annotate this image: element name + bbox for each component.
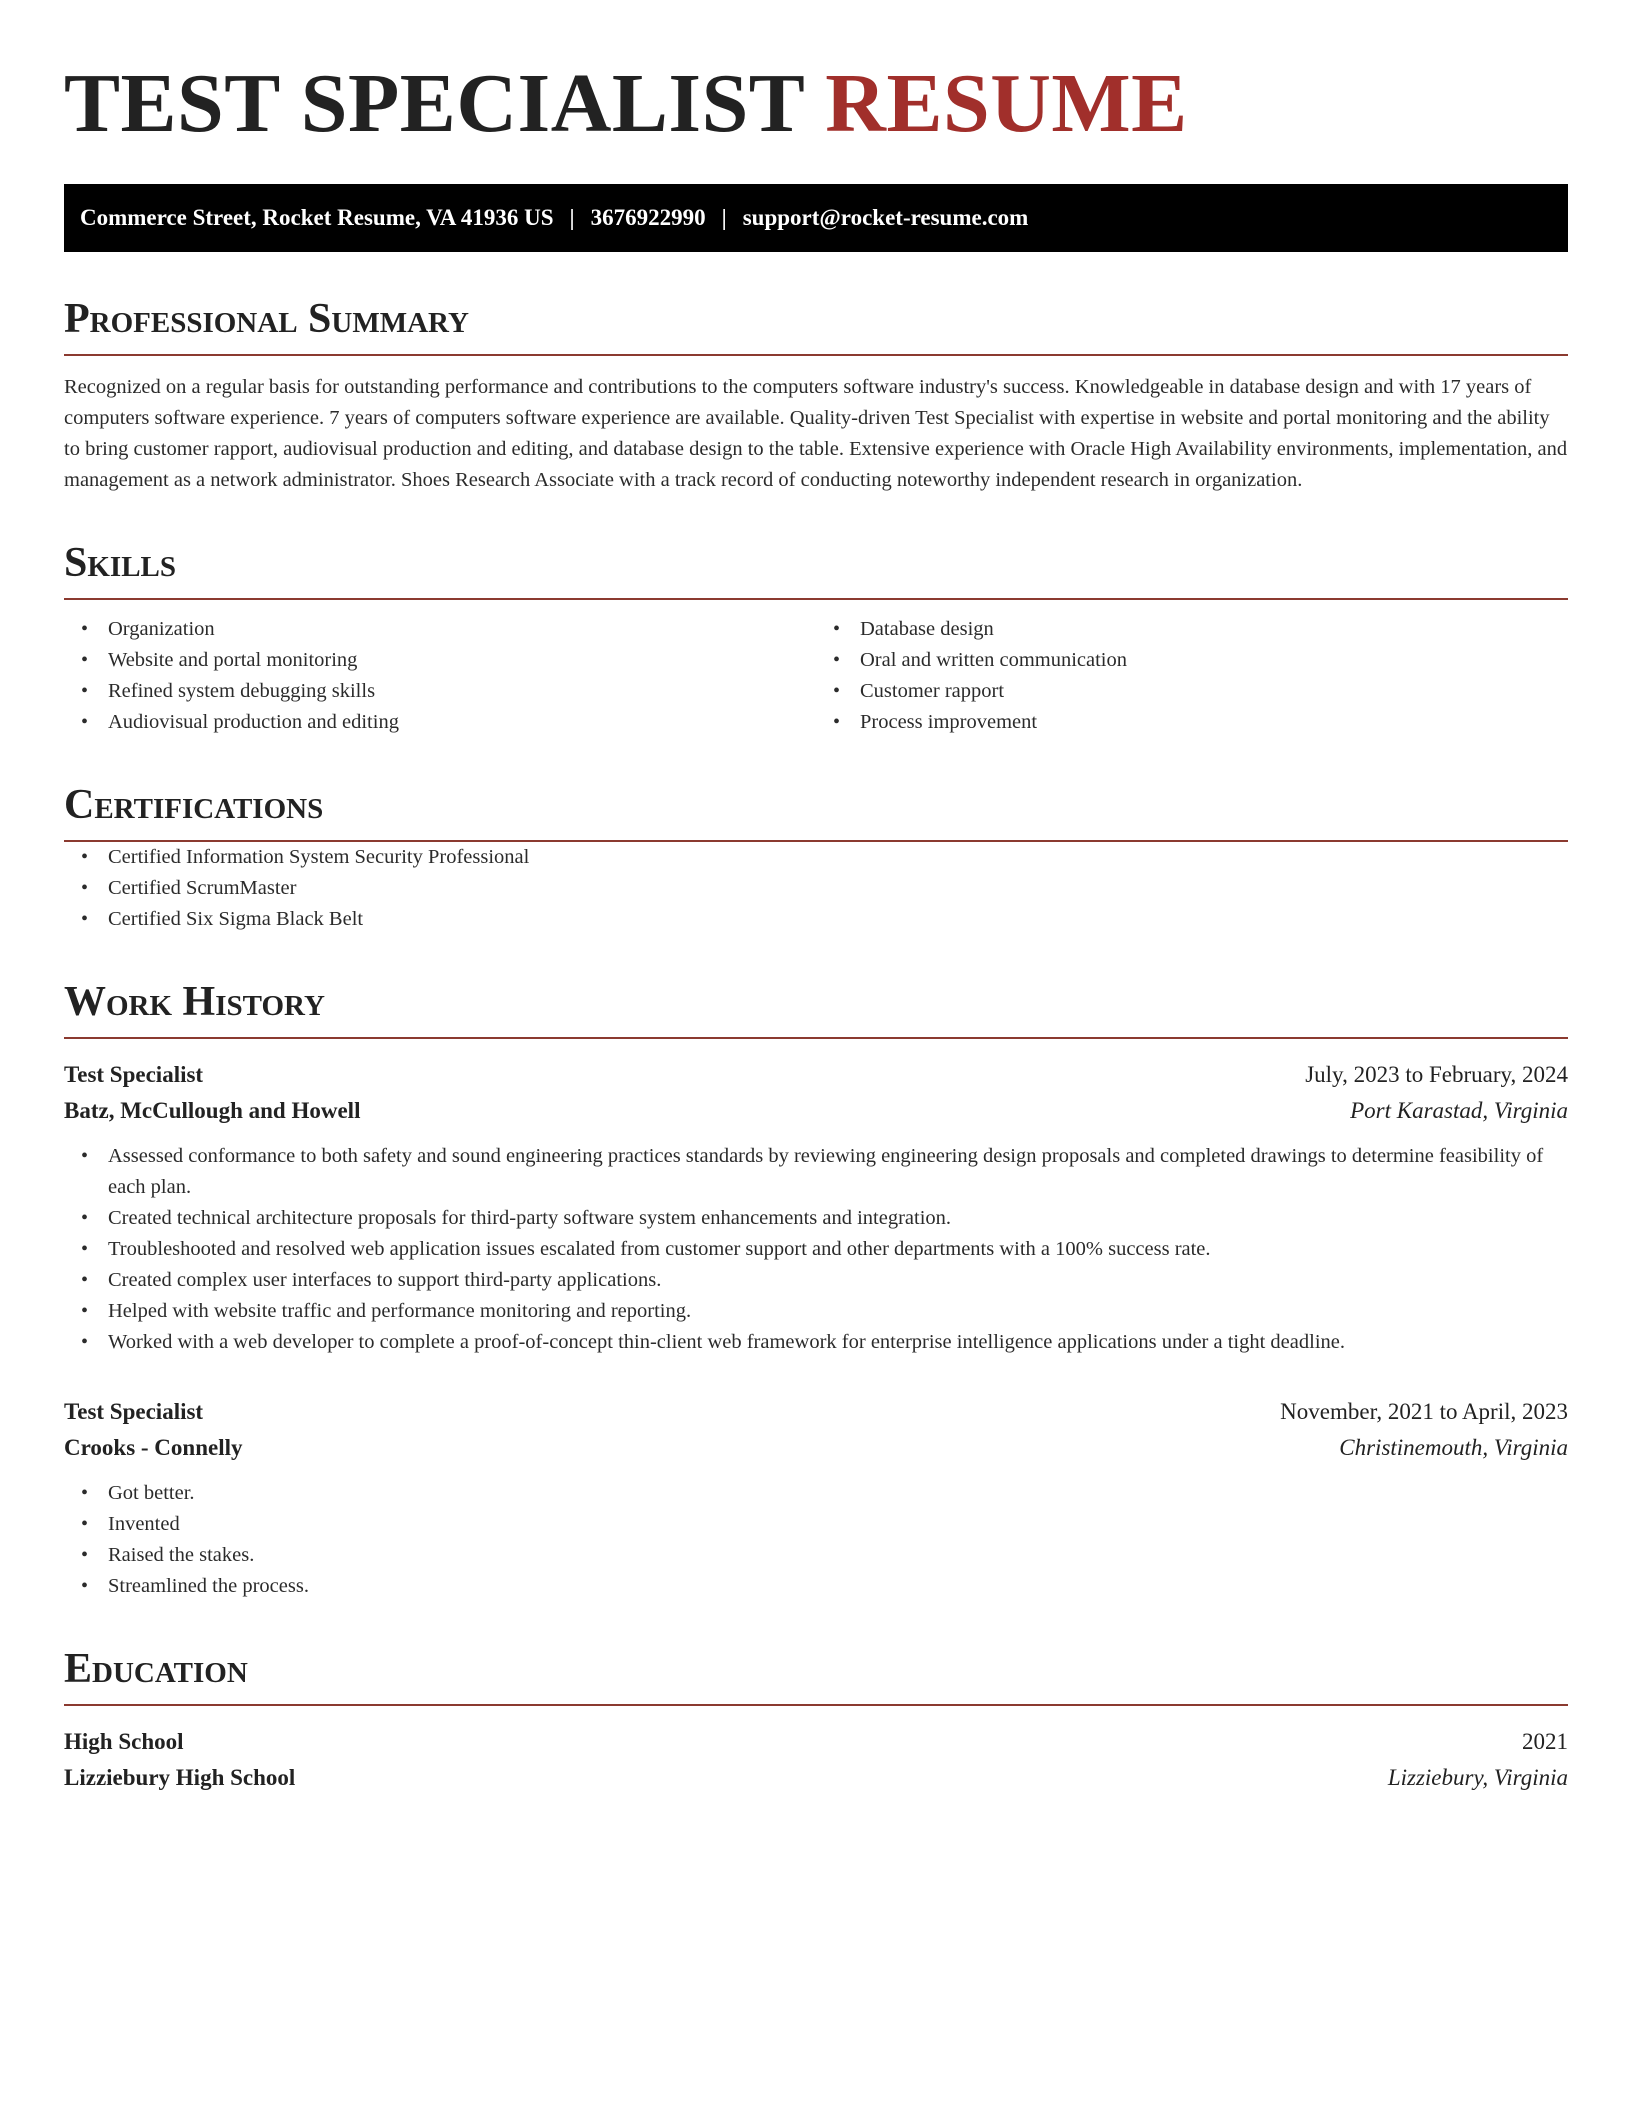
contact-bar — [64, 184, 1568, 252]
education-section — [64, 1646, 1568, 1796]
job-company-row — [64, 1093, 1568, 1129]
contact-address: Commerce Street, Rocket Resume, VA 41936 US — [80, 205, 554, 230]
job-bullet: • Assessed conformance to both safety and sound engineering practices standards by reviewing engineering design proposals and completed drawings to determine feasibility of each plan. — [64, 1141, 1568, 1203]
resume-title — [64, 0, 1568, 150]
job-bullet: • Got better. — [64, 1478, 1568, 1509]
job-bullet: • Created complex user interfaces to support third-party applications. — [64, 1265, 1568, 1296]
contact-separator: | — [569, 205, 575, 230]
certifications-heading: Certifications — [64, 782, 1568, 842]
job-role: Test Specialist — [64, 1062, 204, 1087]
education-location: Lizziebury, Virginia — [1387, 1765, 1568, 1790]
summary-section — [64, 296, 1568, 496]
education-entry — [64, 1724, 1568, 1796]
education-heading: Education — [64, 1646, 1568, 1706]
education-degree-row — [64, 1724, 1568, 1760]
job-bullet: • Worked with a web developer to complete a proof-of-concept thin-client web framework for enterprise intelligence applications under a tight deadline. — [64, 1327, 1568, 1358]
summary-heading: Professional Summary — [64, 296, 1568, 356]
work-history-heading: Work History — [64, 979, 1568, 1039]
contact-phone: 3676922990 — [590, 205, 706, 230]
skill-item: • Audiovisual production and editing — [64, 707, 816, 738]
job-company: Crooks - Connelly — [64, 1435, 243, 1460]
job-entry — [64, 1394, 1568, 1602]
job-bullet: • Helped with website traffic and performance monitoring and reporting. — [64, 1296, 1568, 1327]
job-title-row — [64, 1057, 1568, 1093]
job-bullets — [64, 1478, 1568, 1602]
certification-item: • Certified Six Sigma Black Belt — [64, 904, 1568, 935]
job-bullet: • Raised the stakes. — [64, 1540, 1568, 1571]
contact-separator: | — [721, 205, 727, 230]
job-location: Christinemouth, Virginia — [1339, 1435, 1568, 1460]
contact-email: support@rocket-resume.com — [742, 205, 1029, 230]
job-company-row — [64, 1430, 1568, 1466]
job-bullet: • Troubleshooted and resolved web application issues escalated from customer support and other departments with a 100% success rate. — [64, 1234, 1568, 1265]
skills-grid — [64, 614, 1568, 738]
resume-title-accent: RESUME — [825, 57, 1188, 150]
job-entry — [64, 1057, 1568, 1358]
skill-item: • Customer rapport — [816, 676, 1568, 707]
skills-section — [64, 540, 1568, 738]
job-dates: July, 2023 to February, 2024 — [1305, 1062, 1568, 1087]
certification-item: • Certified Information System Security Professional — [64, 842, 1568, 873]
resume-title-main: TEST SPECIALIST — [64, 57, 804, 150]
job-title-row — [64, 1394, 1568, 1430]
certification-item: • Certified ScrumMaster — [64, 873, 1568, 904]
job-dates: November, 2021 to April, 2023 — [1280, 1399, 1568, 1424]
education-school: Lizziebury High School — [64, 1765, 296, 1790]
education-degree: High School — [64, 1729, 184, 1754]
job-role: Test Specialist — [64, 1399, 204, 1424]
education-year: 2021 — [1522, 1729, 1568, 1754]
job-location: Port Karastad, Virginia — [1350, 1098, 1568, 1123]
skill-item: • Website and portal monitoring — [64, 645, 816, 676]
job-bullet: • Invented — [64, 1509, 1568, 1540]
skills-heading: Skills — [64, 540, 1568, 600]
skill-item: • Refined system debugging skills — [64, 676, 816, 707]
skills-list-left — [64, 614, 816, 738]
skill-item: • Database design — [816, 614, 1568, 645]
certifications-section — [64, 782, 1568, 935]
work-history-section — [64, 979, 1568, 1602]
skill-item: • Oral and written communication — [816, 645, 1568, 676]
skill-item: • Organization — [64, 614, 816, 645]
certifications-list — [64, 842, 1568, 935]
job-bullet: • Created technical architecture proposals for third-party software system enhancements and integration. — [64, 1203, 1568, 1234]
job-bullets — [64, 1141, 1568, 1358]
job-bullet: • Streamlined the process. — [64, 1571, 1568, 1602]
education-school-row — [64, 1760, 1568, 1796]
summary-text: Recognized on a regular basis for outstanding performance and contributions to the computers software industry's success. Knowledgeable in database design and with 17 years of computers software experience. 7 years of computers software experience are available. Quality-driven Test Specialist with expertise in website and portal monitoring and the ability to bring customer rapport, audiovisual production and editing, and database design to the table. Extensive experience with Oracle High Availability environments, implementation, and management as a network administrator. Shoes Research Associate with a track record of conducting noteworthy independent research in organization. — [64, 376, 1568, 491]
skill-item: • Process improvement — [816, 707, 1568, 738]
job-company: Batz, McCullough and Howell — [64, 1098, 361, 1123]
skills-list-right — [816, 614, 1568, 738]
